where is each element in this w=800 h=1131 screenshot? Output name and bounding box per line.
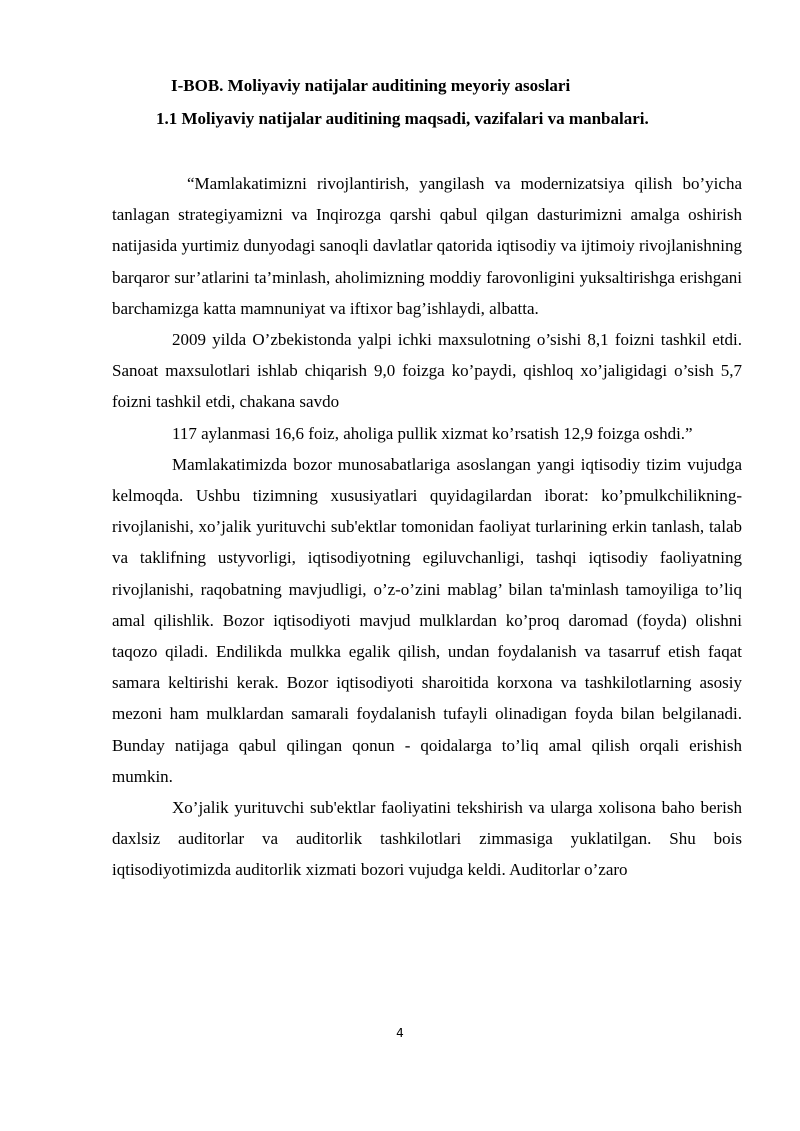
paragraph-quote-intro: “Mamlakatimizni rivojlantirish, yangilash va modernizatsiya qilish bo’yicha tanlagan strategiyamizni va Inqirozga qarshi qabul qilgan dasturimizni amalga oshirish natijasida yurtimiz dunyodagi sanoqli davlatlar qatorida iqtisodiy va ijtimoiy rivojlanishning barqaror sur’atlarini ta’minlash, aholimizning moddiy farovonligini yuksaltirishga erishgani barchamizga katta mamnuniyat va iftixor bag’ishlaydi, albatta.	[112, 174, 742, 318]
chapter-heading: I-BOB. Moliyaviy natijalar auditining meyoriy asoslari	[171, 76, 571, 95]
paragraph-statistics: 2009 yilda O’zbekistonda yalpi ichki maxsulotning o’sishi 8,1 foizni tashkil etdi. Sanoat maxsulotlari ishlab chiqarish 9,0 foizga ko’paydi, qishloq xo’jaligidagi o’sish 5,7 foizni tashkil etdi, chakana savdo	[112, 330, 742, 412]
body-text	[112, 168, 742, 886]
page-number: 4	[396, 1026, 404, 1040]
paragraph-statistics-continued: 117 aylanmasi 16,6 foiz, aholiga pullik xizmat ko’rsatish 12,9 foizga oshdi.”	[172, 423, 693, 443]
section-heading: 1.1 Moliyaviy natijalar auditining maqsadi, vazifalari va manbalari.	[156, 109, 649, 128]
paragraph-audit-services: Xo’jalik yurituvchi sub'ektlar faoliyatini tekshirish va ularga xolisona baho berish daxlsiz auditorlar va auditorlik tashkilotlari zimmasiga yuklatilgan. Shu bois iqtisodiyotimizda auditorlik xizmati bozori vujudga keldi. Auditorlar o’zaro	[112, 798, 742, 880]
paragraph-market-system: Mamlakatimizda bozor munosabatlariga asoslangan yangi iqtisodiy tizim vujudga kelmoqda. Ushbu tizimning xususiyatlari quyidagilardan iborat: ko’pmulkchilikning-rivojlanishi, xo’jalik yurituvchi sub'ektlar tomonidan faoliyat turlarining erkin tanlash, talab va taklifning ustyvorligi, iqtisodiyotning egiluvchanligi, tashqi iqtisodiy faoliyatning rivojlanishi, raqobatning mavjudligi, o’z-o’zini mablag’ bilan ta'minlash tamoyiliga to’liq amal qilishlik. Bozor iqtisodiyoti mavjud mulklardan ko’proq daromad (foyda) olishni taqozo qiladi. Endilikda mulkka egalik qilish, undan foydalanish va tasarruf etish faqat samara keltirishi kerak. Bozor iqtisodiyoti sharoitida korxona va tashkilotlarning asosiy mezoni ham mulklardan samarali foydalanish tufayli olinadigan foyda bilan belgilanadi. Bunday natijaga qabul qilingan qonun - qoidalarga to’liq amal qilish orqali erishish mumkin.	[112, 454, 742, 786]
